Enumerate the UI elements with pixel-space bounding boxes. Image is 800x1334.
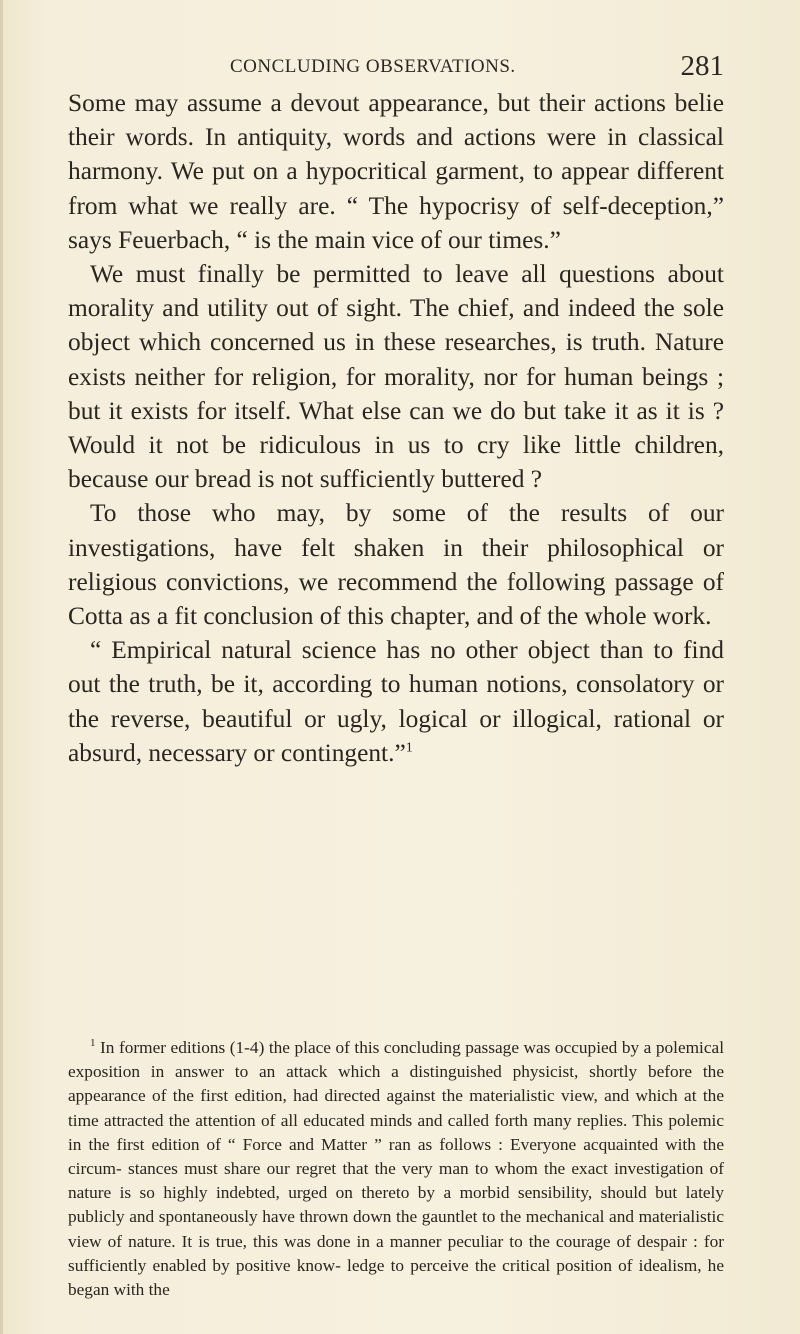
running-title: CONCLUDING OBSERVATIONS. — [230, 56, 516, 77]
paragraph-2: We must finally be permitted to leave all questions about morality and utility out of sight. The chief, and indeed the sole object which concerned us in these researches, is truth. Nature exists neither for religion, for morality, nor for human beings ; but it exists for itself. What else can we do but take it as it is ? Would it not be ridiculous in us to cry like little children, because our bread is not sufficiently buttered ? — [68, 260, 724, 494]
quotation-text: “ Empirical natural science has no other object than to find out the truth, be it, according to human notions, consolatory or the reverse, beautiful or ugly, logical or illogical, rational or absurd, necessary or contingent.” — [68, 636, 724, 767]
main-text — [68, 86, 724, 770]
page-header — [208, 50, 724, 84]
footnote-marker: 1 — [90, 1037, 96, 1050]
page-number: 281 — [680, 50, 724, 82]
footnote-text: In former editions (1-4) the place of this concluding passage was occupied by a polemical exposition in answer to an attack which a distinguished physicist, shortly before the appearance of the first edition, had directed against the materialistic view, and which at the time attracted the attention of all educated minds and called forth many replies. This polemic in the first edition of “ Force and Matter ” ran as follows : Everyone acquainted with the circum- stances must share our regret that the very man to whom the exact investigation of nature is so highly indebted, urged on thereto by a morbid sensibility, should but lately publicly and spontaneously have thrown down the gauntlet to the mechanical and materialistic view of nature. It is true, this was done in a manner peculiar to the courage of despair : for sufficiently enabled by positive know- ledge to perceive the critical position of idealism, he began with the — [68, 1038, 724, 1300]
page-edge — [0, 0, 3, 1334]
footnote-reference: 1 — [405, 740, 413, 756]
footnote — [68, 1036, 724, 1302]
paragraph-3: To those who may, by some of the results of our investigations, have felt shaken in their philosophical or religious convictions, we recommend the following passage of Cotta as a fit conclusion of this chapter, and of the whole work. — [68, 499, 724, 631]
paragraph-4 — [68, 633, 724, 770]
paragraph-1: Some may assume a devout appearance, but their actions belie their words. In antiquity, words and actions were in classical harmony. We put on a hypocritical garment, to appear different from what we really are. “ The hypocrisy of self-deception,” says Feuerbach, “ is the main vice of our times.” — [68, 89, 724, 254]
footnote-paragraph — [68, 1036, 724, 1302]
